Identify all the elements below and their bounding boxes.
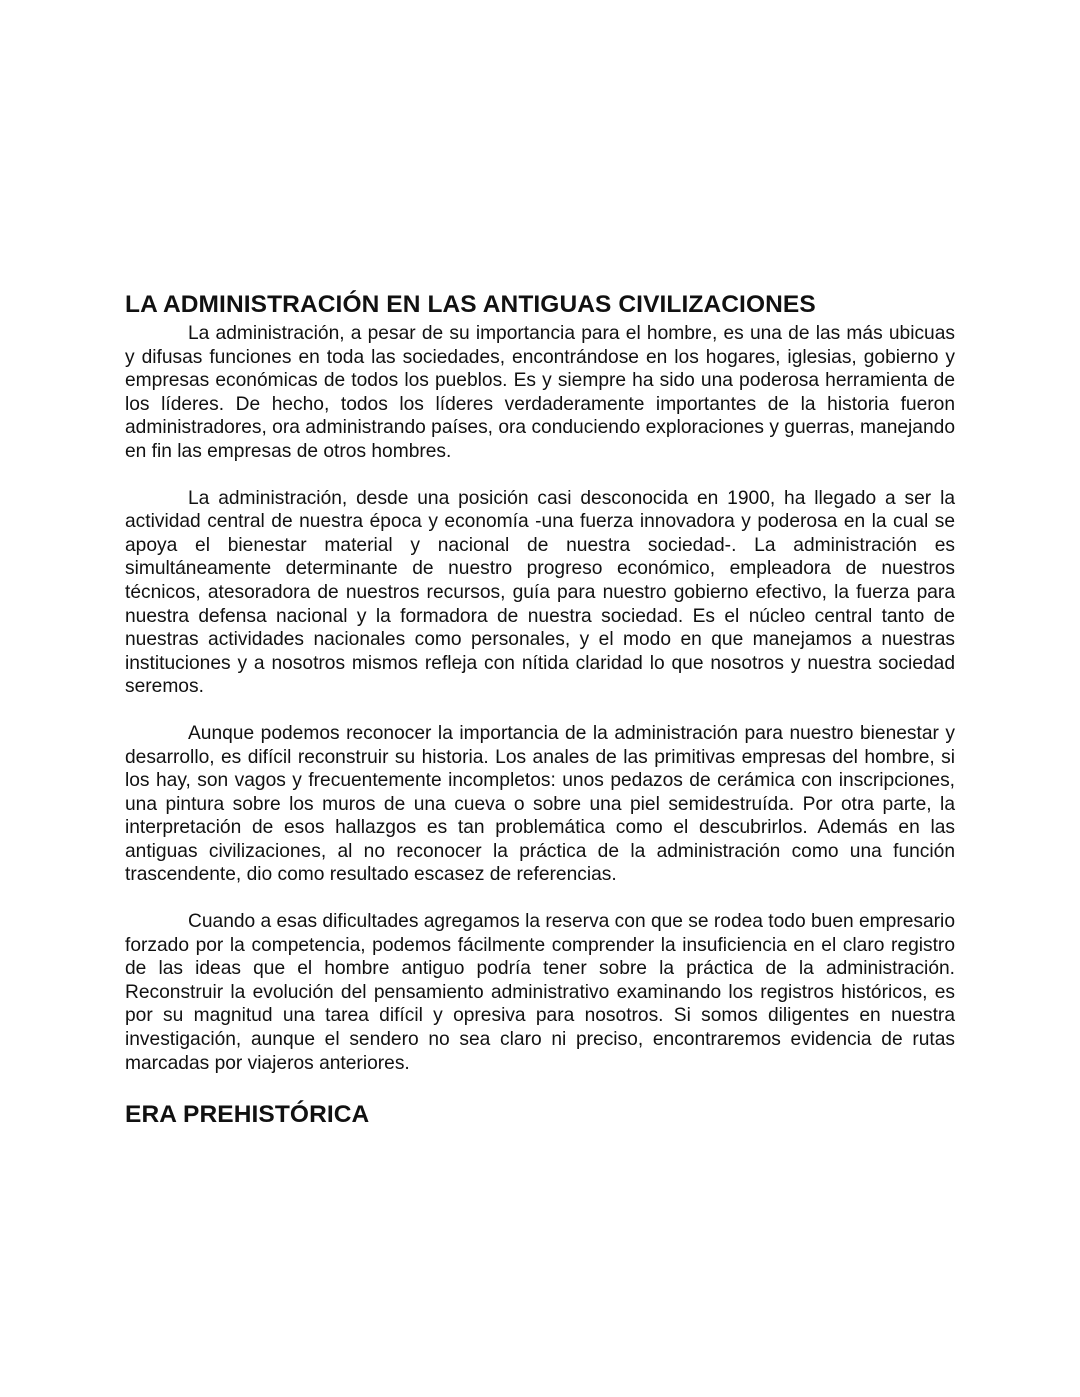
paragraph-2: La administración, desde una posición casi desconocida en 1900, ha llegado a ser la actividad central de nuestra época y economía -una fuerza innovadora y poderosa en la cual se apoya el bienestar material y nacional de nuestra sociedad-. La administración es simultáneamente determinante de nuestro progreso económico, empleadora de nuestros técnicos, atesoradora de nuestros recursos, guía para nuestro gobierno efectivo, la fuerza para nuestra defensa nacional y la formadora de nuestra sociedad. Es el núcleo central tanto de nuestras actividades nacionales como personales, y el modo en que manejamos a nuestras instituciones y a nosotros mismos refleja con nítida claridad lo que nosotros y nuestra sociedad seremos. — [125, 487, 955, 698]
paragraph-4: Cuando a esas dificultades agregamos la reserva con que se rodea todo buen empresario forzado por la competencia, podemos fácilmente comprender la insuficiencia en el claro registro de las ideas que el hombre antiguo podría tener sobre la práctica de la administración. Reconstruir la evolución del pensamiento administrativo examinando los registros históricos, es por su magnitud una tarea difícil y opresiva para nosotros. Si somos diligentes en nuestra investigación, aunque el sendero no sea claro ni preciso, encontraremos evidencia de rutas marcadas por viajeros anteriores. — [125, 911, 955, 1074]
section-heading-era-prehistorica: ERA PREHISTÓRICA — [125, 1101, 370, 1129]
document-page — [125, 288, 955, 1132]
paragraph-1: La administración, a pesar de su importancia para el hombre, es una de las más ubicuas y difusas funciones en toda las sociedades, encontrándose en los hogares, iglesias, gobierno y empresas económicas de todos los pueblos. Es y siempre ha sido una poderosa herramienta de los líderes. De hecho, todos los líderes verdaderamente importantes de la historia fueron administradores, ora administrando países, ora conduciendo exploraciones y guerras, manejando en fin las empresas de otros hombres. — [125, 323, 955, 462]
section-heading-antiguas-civilizaciones: LA ADMINISTRACIÓN EN LAS ANTIGUAS CIVILIZACIONES — [125, 291, 816, 318]
paragraph-3: Aunque podemos reconocer la importancia de la administración para nuestro bienestar y desarrollo, es difícil reconstruir su historia. Los anales de las primitivas empresas del hombre, si los hay, son vagos y frecuentemente incompletos: unos pedazos de cerámica con inscripciones, una pintura sobre los muros de una cueva o sobre una piel semidestruída. Por otra parte, la interpretación de esos hallazgos es tan problemática como el descubrirlos. Además en las antiguas civilizaciones, al no reconocer la práctica de la administración como una función trascendente, dio como resultado escasez de referencias. — [125, 722, 955, 886]
